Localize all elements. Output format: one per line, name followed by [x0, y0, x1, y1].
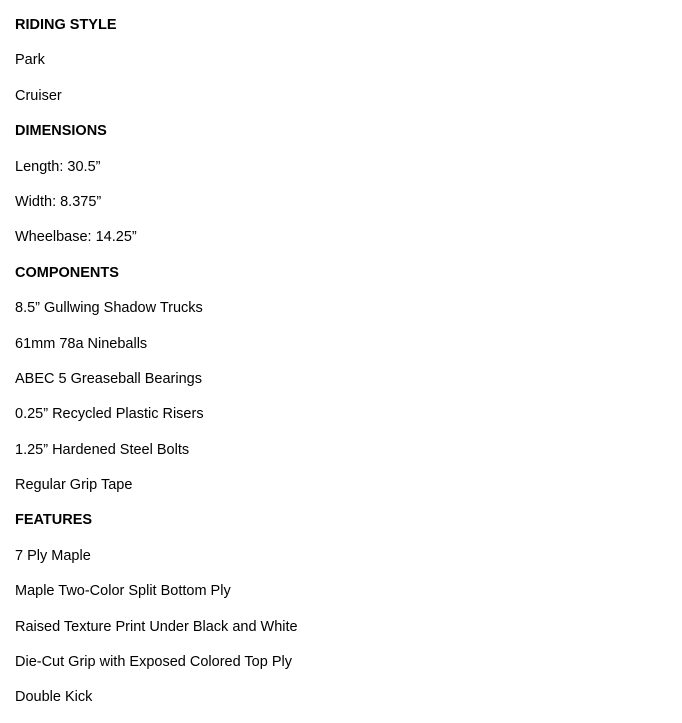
spec-item-grip-tape: Regular Grip Tape: [15, 477, 133, 494]
section-heading-dimensions: DIMENSIONS: [15, 123, 107, 140]
spec-item-bearings: ABEC 5 Greaseball Bearings: [15, 370, 202, 387]
spec-item-wheelbase: Wheelbase: 14.25”: [15, 229, 137, 246]
spec-item-length: Length: 30.5”: [15, 158, 101, 175]
spec-item-trucks: 8.5” Gullwing Shadow Trucks: [15, 300, 203, 317]
spec-item-cruiser: Cruiser: [15, 87, 62, 104]
section-heading-components: COMPONENTS: [15, 264, 119, 281]
spec-item-texture-print: Raised Texture Print Under Black and White: [15, 618, 298, 635]
spec-item-width: Width: 8.375”: [15, 193, 102, 210]
spec-item-die-cut-grip: Die-Cut Grip with Exposed Colored Top Ply: [15, 654, 292, 671]
section-heading-riding-style: RIDING STYLE: [15, 17, 117, 33]
spec-item-wheels: 61mm 78a Nineballs: [15, 335, 148, 352]
spec-list: [15, 15, 298, 723]
spec-item-bottom-ply: Maple Two-Color Split Bottom Ply: [15, 583, 231, 600]
spec-item-park: Park: [15, 52, 45, 69]
spec-item-double-kick: Double Kick: [15, 689, 93, 706]
spec-item-bolts: 1.25” Hardened Steel Bolts: [15, 441, 190, 458]
section-heading-features: FEATURES: [15, 512, 93, 529]
spec-item-ply: 7 Ply Maple: [15, 547, 91, 564]
spec-item-risers: 0.25” Recycled Plastic Risers: [15, 406, 204, 423]
